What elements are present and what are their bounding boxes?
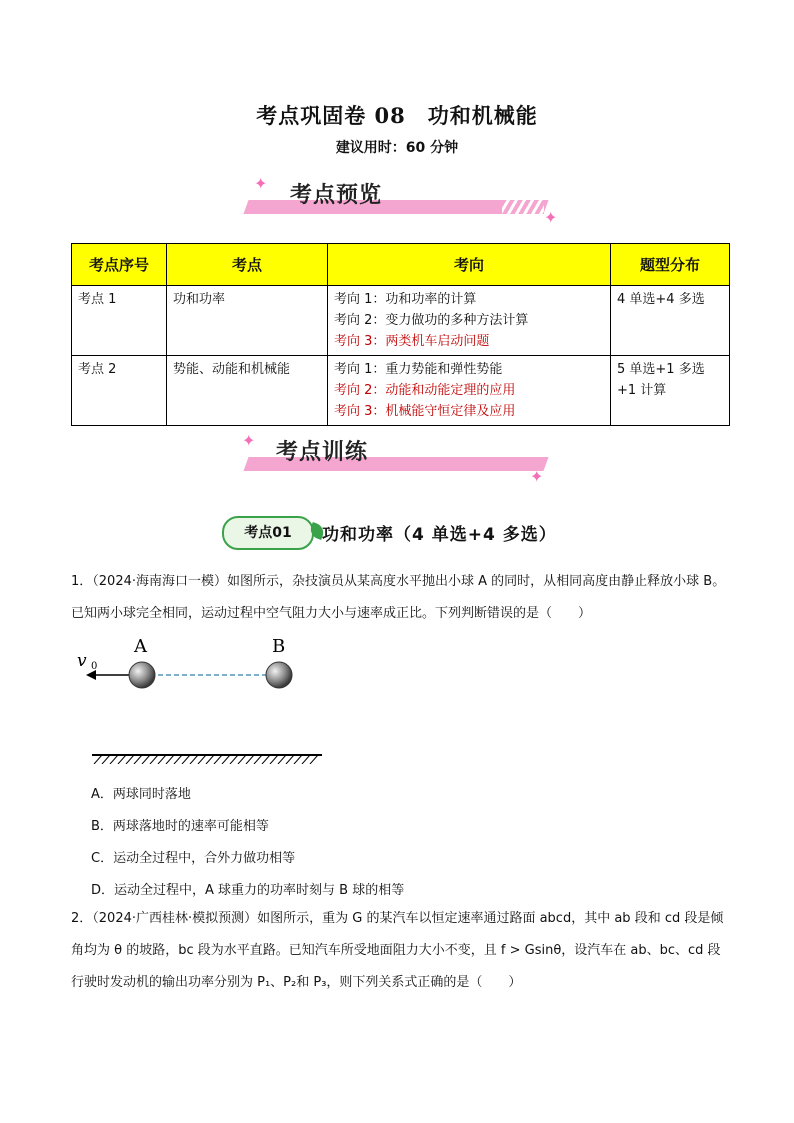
question-1-option-c[interactable]: C．运动全过程中，合外力做功相等 <box>91 851 296 866</box>
direction-item: 考向 3：两类机车启动问题 <box>334 334 490 349</box>
question-1-option-a[interactable]: A．两球同时落地 <box>91 787 191 802</box>
question-1-figure <box>72 630 332 764</box>
row-index: 考点 2 <box>72 356 167 426</box>
row-topic: 势能、动能和机械能 <box>167 356 328 426</box>
question-2-text: 2．（2024·广西桂林·模拟预测）如图所示，重为 G 的某汽车以恒定速率通过路面 abcd，其中 ab 段和 cd 段是倾角均为 θ 的坡路，bc 段为水平直路。已知汽车所受地面阻力大小不变，且 f > Gsinθ，设汽车在 ab、bc、cd 段行驶时发动机的输出功率分别为 P₁、P₂和 P₃，则下列关系式正确的是（ ） <box>71 911 724 990</box>
ground-hatch <box>94 755 318 764</box>
training-banner <box>240 431 560 486</box>
row-directions <box>328 286 611 356</box>
header-direction: 考向 <box>328 244 611 286</box>
row-distribution: 5 单选+1 多选+1 计算 <box>611 356 730 426</box>
table-row <box>72 286 730 356</box>
training-banner-label: 考点训练 <box>276 440 369 465</box>
velocity-label: v <box>77 651 87 671</box>
sparkle-icon: ✦ <box>254 174 268 193</box>
svg-text:0: 0 <box>91 661 98 672</box>
header-distribution: 题型分布 <box>611 244 730 286</box>
table-row <box>72 356 730 426</box>
ball-b <box>266 662 292 688</box>
ball-a <box>129 662 155 688</box>
suggested-time: 建议用时：60 分钟 <box>335 140 459 156</box>
direction-item: 考向 1：重力势能和弹性势能 <box>334 362 503 377</box>
preview-banner-label: 考点预览 <box>290 183 383 208</box>
section-title: 功和功率（4 单选+4 多选） <box>322 525 557 545</box>
row-directions <box>328 356 611 426</box>
direction-item: 考向 1：功和功率的计算 <box>334 292 477 307</box>
question-1-option-b[interactable]: B．两球落地时的速率可能相等 <box>91 819 269 834</box>
overview-table <box>71 243 730 426</box>
row-distribution: 4 单选+4 多选 <box>611 286 730 356</box>
sparkle-icon: ✦ <box>544 208 558 227</box>
direction-item: 考向 2：变力做功的多种方法计算 <box>334 313 529 328</box>
row-topic: 功和功率 <box>167 286 328 356</box>
preview-banner <box>240 176 560 226</box>
sparkle-icon: ✦ <box>530 467 544 486</box>
table-header-row <box>72 244 730 286</box>
question-1-option-d[interactable]: D．运动全过程中，A 球重力的功率时刻与 B 球的相等 <box>91 883 405 898</box>
ball-a-label: A <box>134 636 147 657</box>
ball-b-label: B <box>272 636 286 657</box>
section-tag-label: 考点01 <box>222 516 314 550</box>
direction-item: 考向 2：动能和动能定理的应用 <box>334 383 516 398</box>
header-topic: 考点 <box>167 244 328 286</box>
sparkle-icon: ✦ <box>242 431 256 450</box>
header-index: 考点序号 <box>72 244 167 286</box>
row-index: 考点 1 <box>72 286 167 356</box>
direction-item: 考向 3：机械能守恒定律及应用 <box>334 404 516 419</box>
question-1-text: 1．（2024·海南海口一模）如图所示，杂技演员从某高度水平抛出小球 A 的同时，从相同高度由静止释放小球 B。已知两小球完全相同，运动过程中空气阻力大小与速率成正比。下列判断错误的是（ ） <box>71 574 726 621</box>
page-title: 考点巩固卷 08 功和机械能 <box>256 103 538 128</box>
